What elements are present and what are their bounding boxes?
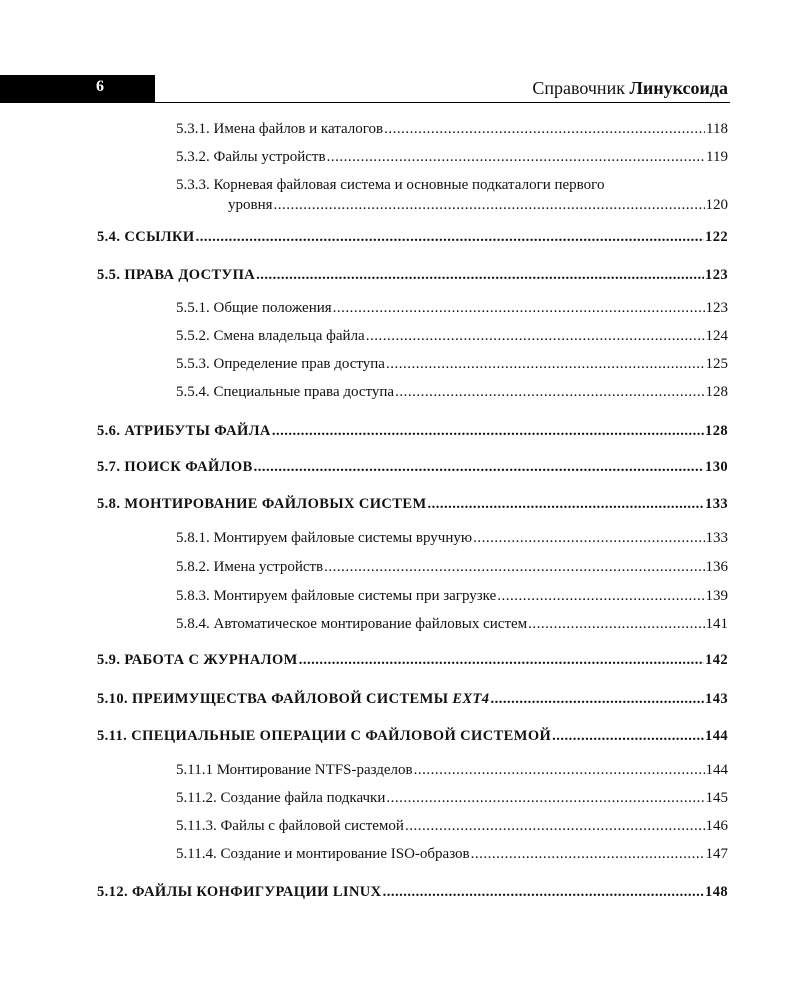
toc-entry-page: 145: [705, 790, 728, 806]
toc-section-5-5[interactable]: [97, 267, 728, 284]
toc-entry-5-8-2[interactable]: [176, 559, 728, 576]
toc-section-5-8[interactable]: [97, 496, 728, 513]
toc-entry-page: 120: [705, 197, 728, 213]
toc-entry-page: 146: [705, 818, 728, 834]
toc-entry-title: 5.8.1. Монтируем файловые системы вручную: [176, 530, 473, 546]
toc-section-title-prefix: 5.10. ПРЕИМУЩЕСТВА ФАЙЛОВОЙ СИСТЕМЫ: [97, 691, 453, 707]
toc-leader-dots: [497, 588, 704, 605]
toc-entry-page: 118: [706, 121, 728, 137]
toc-leader-dots: [196, 229, 704, 246]
toc-section-title: 5.9. РАБОТА С ЖУРНАЛОМ: [97, 652, 298, 668]
toc-section-title: [97, 691, 489, 708]
toc-leader-dots: [274, 197, 705, 214]
toc-entry-title: 5.3.2. Файлы устройств: [176, 149, 326, 165]
toc-entry-5-3-3-line1[interactable]: 5.3.3. Корневая файловая система и основные подкаталоги первого: [176, 177, 605, 193]
running-title-bold: Линуксоида: [629, 78, 728, 98]
toc-leader-dots: [471, 846, 705, 863]
toc-entry-title: 5.8.3. Монтируем файловые системы при загрузке: [176, 588, 497, 604]
toc-entry-title: 5.8.2. Имена устройств: [176, 559, 324, 575]
toc-entry-title: 5.11.2. Создание файла подкачки: [176, 790, 386, 806]
toc-section-page: 144: [705, 728, 728, 744]
toc-entry-page: 123: [705, 300, 728, 316]
toc-section-title: 5.6. АТРИБУТЫ ФАЙЛА: [97, 423, 271, 439]
toc-leader-dots: [383, 884, 704, 901]
toc-entry-page: 119: [706, 149, 728, 165]
toc-entry-5-5-2[interactable]: [176, 328, 728, 345]
toc-section-title-italic: EXT4: [452, 691, 490, 707]
toc-leader-dots: [428, 496, 705, 513]
toc-section-page: 123: [705, 267, 728, 283]
toc-section-page: 122: [705, 229, 728, 245]
toc-entry-page: 125: [705, 356, 728, 372]
toc-leader-dots: [414, 762, 705, 779]
toc-entry-title: 5.11.1 Монтирование NTFS-разделов: [176, 762, 413, 778]
toc-leader-dots: [299, 652, 704, 669]
toc-entry-title: 5.5.2. Смена владельца файла: [176, 328, 365, 344]
toc-leader-dots: [254, 459, 704, 476]
toc-leader-dots: [405, 818, 705, 835]
toc-section-page: 130: [705, 459, 728, 475]
toc-leader-dots: [256, 267, 704, 284]
toc-entry-page: 141: [705, 616, 728, 632]
toc-leader-dots: [324, 559, 704, 576]
toc-entry-title: 5.5.1. Общие положения: [176, 300, 332, 316]
toc-section-5-6[interactable]: [97, 423, 728, 440]
toc-entry-page: 124: [705, 328, 728, 344]
page-number: 6: [96, 78, 104, 95]
running-title-regular: Справочник: [532, 78, 625, 98]
toc-entry-5-5-1[interactable]: [176, 300, 728, 317]
toc-section-5-4[interactable]: [97, 229, 728, 246]
toc-entry-page: 147: [705, 846, 728, 862]
toc-leader-dots: [395, 384, 704, 401]
toc-leader-dots: [386, 790, 704, 807]
toc-leader-dots: [327, 149, 705, 166]
toc-leader-dots: [366, 328, 705, 345]
toc-entry-5-3-1[interactable]: [176, 121, 728, 138]
toc-entry-title: уровня: [228, 197, 273, 213]
toc-entry-page: 136: [705, 559, 728, 575]
toc-leader-dots: [490, 691, 704, 708]
toc-section-5-9[interactable]: [97, 652, 728, 669]
toc-entry-5-8-4[interactable]: [176, 616, 728, 633]
toc-section-page: 148: [705, 884, 728, 900]
toc-section-title: 5.11. СПЕЦИАЛЬНЫЕ ОПЕРАЦИИ С ФАЙЛОВОЙ СИСТЕМОЙ: [97, 728, 552, 744]
toc-entry-title: 5.5.3. Определение прав доступа: [176, 356, 385, 372]
toc-entry-page: 139: [705, 588, 728, 604]
toc-section-5-10[interactable]: [97, 691, 728, 708]
toc-leader-dots: [333, 300, 705, 317]
toc-entry-title: 5.8.4. Автоматическое монтирование файловых систем: [176, 616, 528, 632]
toc-entry-title: 5.11.4. Создание и монтирование ISO-образов: [176, 846, 470, 862]
toc-section-page: 133: [705, 496, 728, 512]
toc-entry-5-8-3[interactable]: [176, 588, 728, 605]
toc-entry-title: 5.11.3. Файлы с файловой системой: [176, 818, 404, 834]
toc-entry-5-3-3[interactable]: [228, 197, 728, 214]
toc-section-5-7[interactable]: [97, 459, 728, 476]
toc-entry-5-5-4[interactable]: [176, 384, 728, 401]
toc-entry-5-11-3[interactable]: [176, 818, 728, 835]
toc-entry-5-5-3[interactable]: [176, 356, 728, 373]
toc-section-5-12[interactable]: [97, 884, 728, 901]
toc-leader-dots: [272, 423, 704, 440]
toc-entry-5-11-1[interactable]: [176, 762, 728, 779]
toc-entry-page: 128: [705, 384, 728, 400]
toc-section-page: 142: [705, 652, 728, 668]
toc-section-title: 5.4. ССЫЛКИ: [97, 229, 195, 245]
toc-entry-page: 133: [705, 530, 728, 546]
toc-leader-dots: [528, 616, 704, 633]
toc-section-title: 5.7. ПОИСК ФАЙЛОВ: [97, 459, 253, 475]
toc-leader-dots: [473, 530, 704, 547]
toc-section-page: 143: [705, 691, 728, 707]
toc-entry-title: 5.5.4. Специальные права доступа: [176, 384, 395, 400]
toc-section-title: 5.12. ФАЙЛЫ КОНФИГУРАЦИИ LINUX: [97, 884, 382, 900]
toc-leader-dots: [552, 728, 704, 745]
toc-leader-dots: [384, 121, 705, 138]
toc-entry-page: 144: [705, 762, 728, 778]
toc-entry-5-8-1[interactable]: [176, 530, 728, 547]
toc-entry-5-11-2[interactable]: [176, 790, 728, 807]
toc-section-5-11[interactable]: [97, 728, 728, 745]
toc-entry-5-3-2[interactable]: [176, 149, 728, 166]
toc-leader-dots: [386, 356, 705, 373]
toc-entry-title: 5.3.1. Имена файлов и каталогов: [176, 121, 384, 137]
toc-entry-5-11-4[interactable]: [176, 846, 728, 863]
toc-section-title: 5.5. ПРАВА ДОСТУПА: [97, 267, 256, 283]
toc-section-page: 128: [705, 423, 728, 439]
toc-section-title: 5.8. МОНТИРОВАНИЕ ФАЙЛОВЫХ СИСТЕМ: [97, 496, 427, 512]
